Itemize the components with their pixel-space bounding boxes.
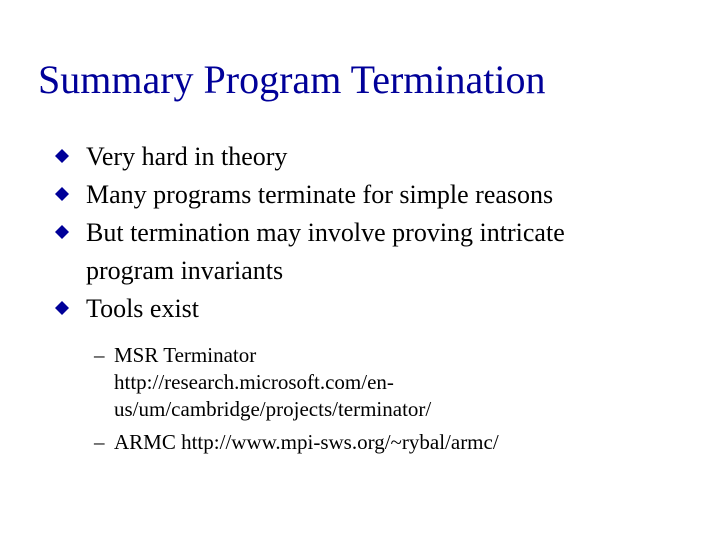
bullet-text: But termination may involve proving intricate <box>86 218 565 247</box>
bullet-item <box>54 176 694 214</box>
bullet-item <box>54 138 694 176</box>
slide-title: Summary Program Termination <box>38 57 546 102</box>
dash-marker: – <box>94 343 105 367</box>
diamond-bullet-icon <box>54 224 70 240</box>
sub-bullet-item <box>54 429 694 456</box>
diamond-bullet-icon <box>54 148 70 164</box>
bullet-list <box>54 138 694 456</box>
bullet-text: Very hard in theory <box>86 142 288 171</box>
sub-bullet-list <box>54 342 694 456</box>
diamond-bullet-icon <box>54 186 70 202</box>
diamond-bullet-icon <box>54 300 70 316</box>
bullet-text: Many programs terminate for simple reasons <box>86 180 554 209</box>
url-text: http://research.microsoft.com/en- <box>114 370 394 394</box>
sub-bullet-text: ARMC http://www.mpi-sws.org/~rybal/armc/ <box>114 430 499 454</box>
sub-bullet-text: MSR Terminator <box>114 343 257 367</box>
bullet-text: Tools exist <box>86 294 200 323</box>
bullet-item <box>54 214 694 290</box>
bullet-item <box>54 290 694 328</box>
sub-bullet-item <box>54 342 694 423</box>
dash-marker: – <box>94 430 105 454</box>
bullet-text-continuation: program invariants <box>86 256 284 285</box>
url-text: us/um/cambridge/projects/terminator/ <box>114 397 432 421</box>
